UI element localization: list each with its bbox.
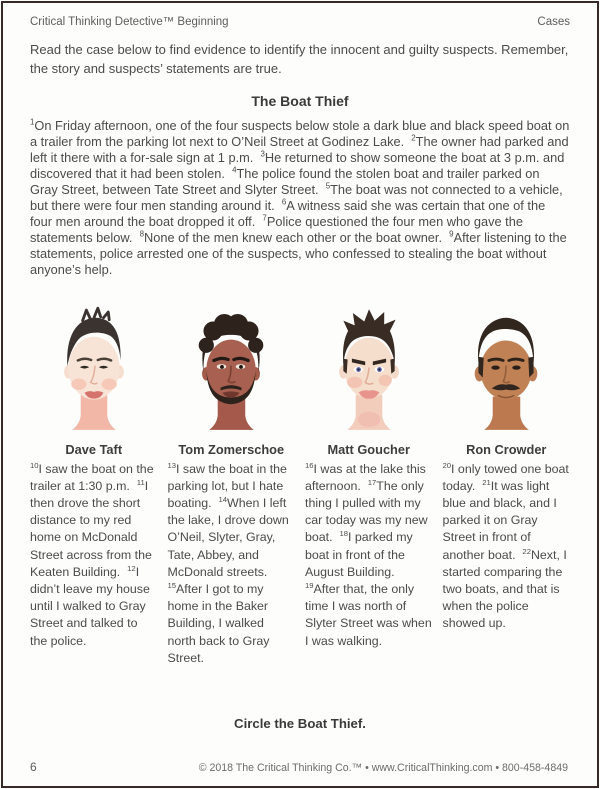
portrait-matt-goucher-image (312, 302, 426, 438)
statement-matt-goucher: $^{16}$I was at the lake this afternoon. $^{17}$The only thing I pulled with my car today was my new boat. $^{18}$I parked my boat in front of the August Building. $^{19}$After that, the only time I was north of Slyter Street was when I was walking. (305, 460, 436, 648)
suspect-card-matt-goucher (305, 302, 436, 667)
suspect-card-dave-taft (30, 302, 158, 667)
suspect-card-ron-crowder (443, 302, 571, 667)
case-title: The Boat Thief (251, 93, 349, 110)
portrait-dave-taft-image (37, 302, 151, 438)
case-paragraph: $^1$On Friday afternoon, one of the four suspects below stole a dark blue and black speed boat on a trailer from the parking lot next to O’Neil Street at Godinez Lake. $^2$The owner had parked and left it there with a for-sale sign at 1 p.m. $^3$He returned to show someone the boat at 3 p.m. and discovered that it had been stolen. $^4$The police found the stolen boat and trailer parked on Gray Street, between Tate Street and Slyter Street. $^5$The boat was not connected to a vehicle, but there were four men standing around it. $^6$A witness said she was certain that one of the four men around the boat dropped it off. $^7$Police questioned the four men who gave the statements below. $^8$None of the men knew each other or the boat owner. $^9$After listening to the statements, police arrested one of the suspects, who confessed to stealing the boat without anyone’s help. (30, 118, 573, 277)
book-title: Critical Thinking Detective™ Beginning (30, 16, 229, 28)
section-label: Cases (537, 16, 570, 28)
page-header (30, 16, 570, 28)
suspect-name-ron-crowder: Ron Crowder (466, 441, 547, 457)
page-number: 6 (30, 760, 37, 774)
statement-dave-taft: $^{10}$I saw the boat on the trailer at 1:30 p.m. $^{11}$I then drove the short distance to my red home on McDonald Street across from the Keaten Building. $^{12}$I didn’t leave my house until I walked to Gray Street and talked to the police. (30, 460, 158, 648)
portrait-ron-crowder-image (449, 302, 563, 438)
suspect-name-tom-zomerschoe: Tom Zomerschoe (178, 441, 285, 457)
suspect-card-tom-zomerschoe (168, 302, 296, 667)
statement-tom-zomerschoe: $^{13}$I saw the boat in the parking lot, but I hate boating. $^{14}$When I left the lake, I drove down O’Neil, Slyter, Gray, Tate, Abbey, and McDonald streets. $^{15}$After I got to my home in the Baker Building, I walked north back to Gray Street. (167, 460, 293, 665)
intro-text: Read the case below to find evidence to identify the innocent and guilty suspects. Remember, the story and suspects’ statements are true. (30, 42, 569, 77)
suspect-name-dave-taft: Dave Taft (65, 441, 123, 457)
copyright-line: © 2018 The Critical Thinking Co.™ • www.CriticalThinking.com • 800-458-4849 (198, 762, 568, 774)
statement-ron-crowder: $^{20}$I only towed one boat today. $^{21}$It was light blue and black, and I parked it on Gray Street in front of another boat. $^{22}$Next, I started comparing the two boats, and that is when the police showed up. (442, 460, 573, 631)
portrait-tom-zomerschoe-image (174, 302, 288, 438)
suspects-grid (30, 302, 573, 667)
page-footer (30, 760, 568, 774)
circle-thief-instruction: Circle the Boat Thief. (234, 716, 366, 731)
suspect-name-matt-goucher: Matt Goucher (327, 441, 410, 457)
